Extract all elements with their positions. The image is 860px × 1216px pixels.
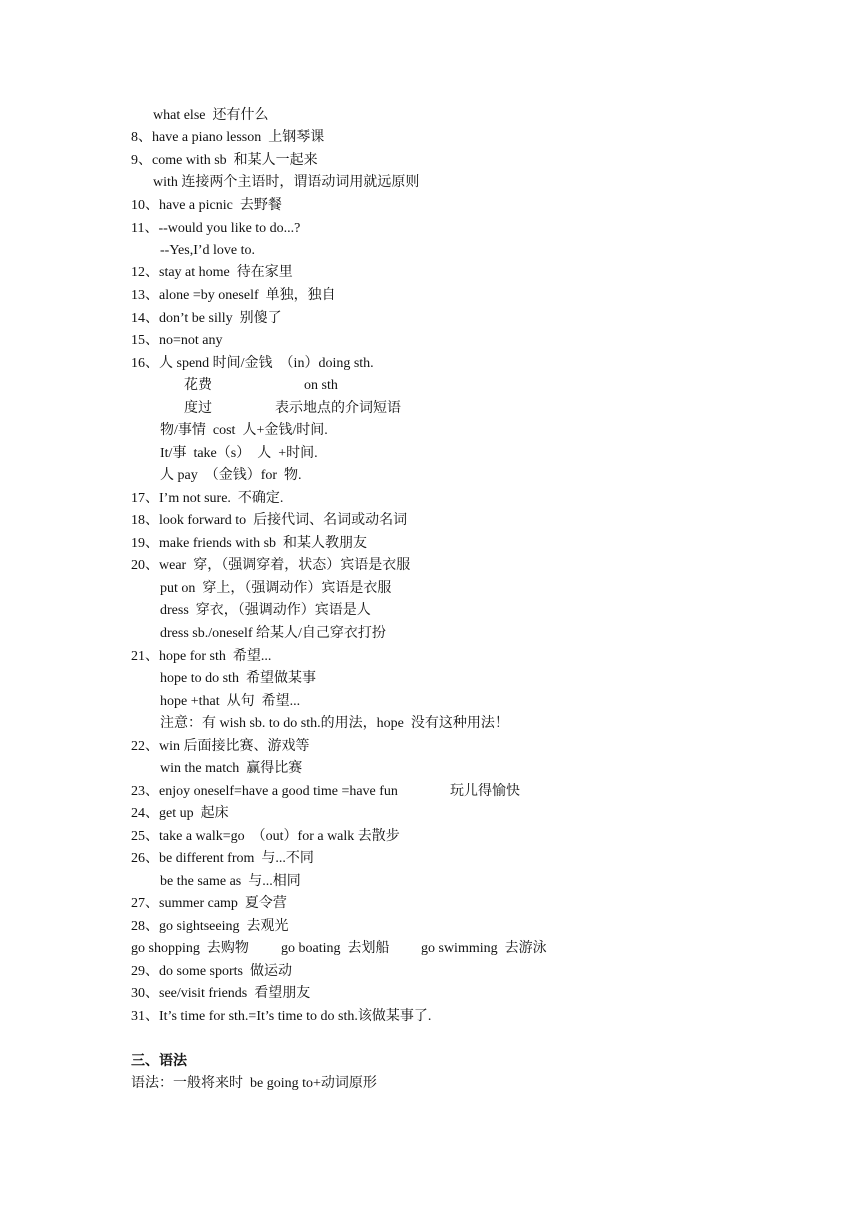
text-line: 13、alone =by oneself 单独，独自 — [131, 288, 336, 303]
text-line: It/事 take（s） 人 +时间. — [160, 446, 318, 461]
text-line: 玩儿得愉快 — [450, 784, 520, 799]
text-line: be the same as 与...相同 — [160, 874, 301, 889]
text-line: 9、come with sb 和某人一起来 — [131, 153, 318, 168]
text-line: 21、hope for sth 希望... — [131, 649, 272, 664]
text-line: dress sb./oneself 给某人/自己穿衣打扮 — [160, 626, 386, 641]
text-line: dress 穿衣，（强调动作）宾语是人 — [160, 603, 371, 618]
text-line: 28、go sightseeing 去观光 — [131, 919, 289, 934]
text-line: put on 穿上，（强调动作）宾语是衣服 — [160, 581, 392, 596]
text-line: 12、stay at home 待在家里 — [131, 265, 293, 280]
text-line: 20、wear 穿，（强调穿着，状态）宾语是衣服 — [131, 558, 411, 573]
text-line: 语法：一般将来时 be going to+动词原形 — [131, 1076, 377, 1091]
text-line: go shopping 去购物 — [131, 941, 249, 956]
text-line: 15、no=not any — [131, 333, 223, 348]
text-line: 物/事情 cost 人+金钱/时间. — [160, 423, 328, 438]
text-line: 人 pay （金钱）for 物. — [160, 468, 302, 483]
text-line: --Yes,I’d love to. — [160, 243, 256, 258]
text-line: 10、have a picnic 去野餐 — [131, 198, 282, 213]
text-line: 26、be different from 与...不同 — [131, 851, 314, 866]
text-line: 花费 — [184, 378, 212, 393]
text-line: what else 还有什么 — [153, 108, 269, 123]
text-line: 31、It’s time for sth.=It’s time to do sth.该做某事了. — [131, 1009, 432, 1024]
text-line: 17、I’m not sure. 不确定. — [131, 491, 284, 506]
text-line: hope +that 从句 希望... — [160, 694, 301, 709]
text-line: 16、人 spend 时间/金钱 （in）doing sth. — [131, 356, 374, 371]
text-line: 30、see/visit friends 看望朋友 — [131, 986, 311, 1001]
text-line: 18、look forward to 后接代词、名词或动名词 — [131, 513, 408, 528]
text-line: 23、enjoy oneself=have a good time =have fun — [131, 784, 398, 799]
text-line: 14、don’t be silly 别傻了 — [131, 311, 282, 326]
text-line: 11、--would you like to do...? — [131, 221, 301, 236]
text-line: win the match 赢得比赛 — [160, 761, 303, 776]
text-line: 表示地点的介词短语 — [275, 401, 401, 416]
text-line: on sth — [304, 378, 338, 393]
text-line: 度过 — [184, 401, 212, 416]
text-line: 19、make friends with sb 和某人教朋友 — [131, 536, 368, 551]
section-heading: 三、语法 — [131, 1054, 187, 1069]
text-line: go swimming 去游泳 — [421, 941, 547, 956]
text-line: hope to do sth 希望做某事 — [160, 671, 316, 686]
text-line: 29、do some sports 做运动 — [131, 964, 292, 979]
text-line: 注意：有 wish sb. to do sth.的用法，hope 没有这种用法！ — [160, 716, 509, 731]
text-line: 24、get up 起床 — [131, 806, 229, 821]
text-line: 25、take a walk=go （out）for a walk 去散步 — [131, 829, 400, 844]
text-line: 22、win 后面接比赛、游戏等 — [131, 739, 310, 754]
text-line: 27、summer camp 夏令营 — [131, 896, 287, 911]
text-line: with 连接两个主语时，谓语动词用就远原则 — [153, 175, 420, 190]
text-line: go boating 去划船 — [281, 941, 390, 956]
text-line: 8、have a piano lesson 上钢琴课 — [131, 130, 325, 145]
